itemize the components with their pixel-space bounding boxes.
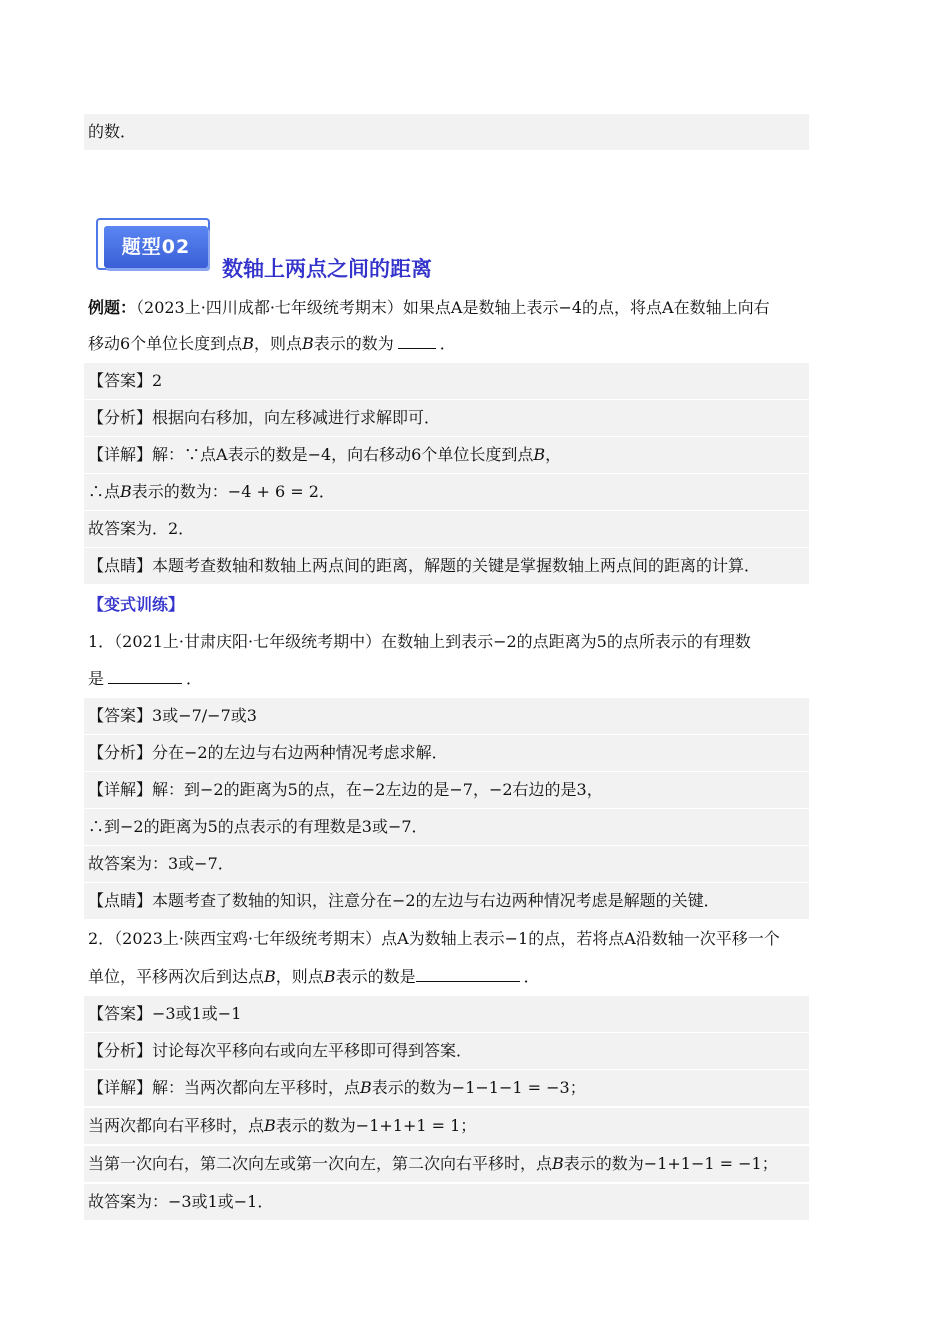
- q1-detail: [84, 772, 809, 808]
- example-text-2b: ，则点: [253, 334, 302, 353]
- therefore-math: 表示的数为：−4 + 6 = 2．: [131, 482, 335, 501]
- therefore-text: ∴到−2的距离为5的点表示的有理数是3或−7．: [88, 817, 428, 836]
- case2-math: 表示的数为−1+1+1 = 1；: [275, 1116, 477, 1135]
- example-line-1: [84, 290, 809, 326]
- answer-blank: [416, 961, 520, 982]
- case2-text: 当两次都向右平移时，点: [88, 1116, 265, 1135]
- example-text-2c: 表示的数为: [313, 334, 394, 353]
- example-therefore: [84, 474, 809, 510]
- detail-text: 解：∵点A表示的数是−4，向右移动6个单位长度到点: [152, 445, 534, 464]
- q2-text-2d: ．: [523, 967, 540, 986]
- case3-math: 表示的数为−1+1−1 = −1；: [563, 1154, 778, 1173]
- point-b: B: [323, 967, 336, 986]
- example-label: 例题：: [88, 298, 137, 317]
- analysis-text: 分在−2的左边与右边两种情况考虑求解．: [152, 743, 448, 762]
- fragment-text: 的数．: [88, 122, 137, 141]
- detail-math: 表示的数为−1−1−1 = −3；: [371, 1078, 586, 1097]
- answer-label: 【答案】: [88, 371, 153, 390]
- practice-header-text: 【变式训练】: [88, 595, 185, 614]
- example-text-2a: 移动6个单位长度到点: [88, 334, 243, 353]
- q1-line-1: [84, 624, 809, 660]
- q2-analysis: [84, 1033, 809, 1069]
- point-b: B: [264, 1116, 276, 1135]
- example-analysis: [84, 400, 809, 436]
- answer-blank: [398, 328, 436, 349]
- previous-text-fragment: [84, 114, 809, 150]
- answer-blank: [108, 663, 182, 684]
- q2-line-2: [84, 959, 809, 995]
- point-b: B: [552, 1154, 564, 1173]
- point-b: B: [360, 1078, 372, 1097]
- analysis-label: 【分析】: [88, 1041, 153, 1060]
- example-answer: [84, 363, 809, 399]
- point-b: B: [533, 445, 546, 464]
- q2-case-2: [84, 1108, 809, 1144]
- comment-text: 本题考查数轴和数轴上两点间的距离，解题的关键是掌握数轴上两点间的距离的计算．: [152, 556, 761, 575]
- example-detail: [84, 437, 809, 473]
- q2-line-1: [84, 921, 809, 957]
- q1-text-2: 是: [88, 669, 105, 688]
- q2-text-2c: 表示的数是: [335, 967, 416, 986]
- example-text-2d: ．: [439, 334, 456, 353]
- q2-text-2b: ，则点: [275, 967, 324, 986]
- analysis-text: 根据向右移加，向左移减进行求解即可．: [152, 408, 441, 427]
- q1-text-1: 1．（2021上·甘肃庆阳·七年级统考期中）在数轴上到表示−2的点距离为5的点所表示的有理数: [88, 632, 751, 651]
- final-answer-text: 故答案为．2．: [88, 519, 195, 538]
- point-b: B: [264, 967, 276, 986]
- analysis-text: 讨论每次平移向右或向左平移即可得到答案．: [152, 1041, 473, 1060]
- q2-detail: [84, 1070, 809, 1106]
- answer-label: 【答案】: [88, 1004, 153, 1023]
- q2-final: [84, 1184, 809, 1220]
- q1-therefore: [84, 809, 809, 845]
- detail-label: 【详解】: [88, 780, 153, 799]
- example-text-1: （2023上·四川成都·七年级统考期末）如果点A是数轴上表示−4的点，将点A在数轴上向右: [136, 298, 770, 317]
- badge-label: 题型02: [121, 236, 191, 258]
- q1-final: [84, 846, 809, 882]
- q1-line-2: [84, 661, 809, 697]
- comment-label: 【点睛】: [88, 556, 153, 575]
- q1-comment: [84, 883, 809, 919]
- section-badge: [96, 218, 218, 274]
- comment-text: 本题考查了数轴的知识，注意分在−2的左边与右边两种情况考虑是解题的关键．: [152, 891, 720, 910]
- point-b: B: [242, 334, 254, 353]
- example-comment: [84, 548, 809, 584]
- detail-label: 【详解】: [88, 1078, 153, 1097]
- section-title: 数轴上两点之间的距离: [222, 256, 432, 281]
- comment-label: 【点睛】: [88, 891, 153, 910]
- practice-header: [84, 587, 809, 623]
- q2-case-3: [84, 1146, 809, 1182]
- answer-label: 【答案】: [88, 706, 153, 725]
- detail-text: 解：到−2的距离为5的点，在−2左边的是−7，−2右边的是3，: [152, 780, 603, 799]
- point-b: B: [120, 482, 132, 501]
- answer-value: 3或−7/−7或3: [152, 706, 257, 725]
- q2-text-2a: 单位，平移两次后到达点: [88, 967, 265, 986]
- q2-text-1: 2．（2023上·陕西宝鸡·七年级统考期末）点A为数轴上表示−1的点，若将点A沿数轴一次平移一个: [88, 929, 780, 948]
- analysis-label: 【分析】: [88, 743, 153, 762]
- detail-text: 解：当两次都向左平移时，点: [152, 1078, 361, 1097]
- analysis-label: 【分析】: [88, 408, 153, 427]
- example-final: [84, 511, 809, 547]
- q1-analysis: [84, 735, 809, 771]
- final-answer-text: 故答案为：−3或1或−1．: [88, 1192, 274, 1211]
- answer-value: −3或1或−1: [152, 1004, 242, 1023]
- q1-text-2-end: ．: [186, 669, 203, 688]
- example-line-2: [84, 326, 809, 362]
- q2-answer: [84, 996, 809, 1032]
- q1-answer: [84, 698, 809, 734]
- detail-text-end: ，: [545, 445, 562, 464]
- detail-label: 【详解】: [88, 445, 153, 464]
- case3-text: 当第一次向右，第二次向左或第一次向左，第二次向右平移时，点: [88, 1154, 553, 1173]
- therefore-text: ∴点: [88, 482, 121, 501]
- point-b: B: [301, 334, 314, 353]
- answer-value: 2: [152, 371, 163, 390]
- final-answer-text: 故答案为：3或−7．: [88, 854, 234, 873]
